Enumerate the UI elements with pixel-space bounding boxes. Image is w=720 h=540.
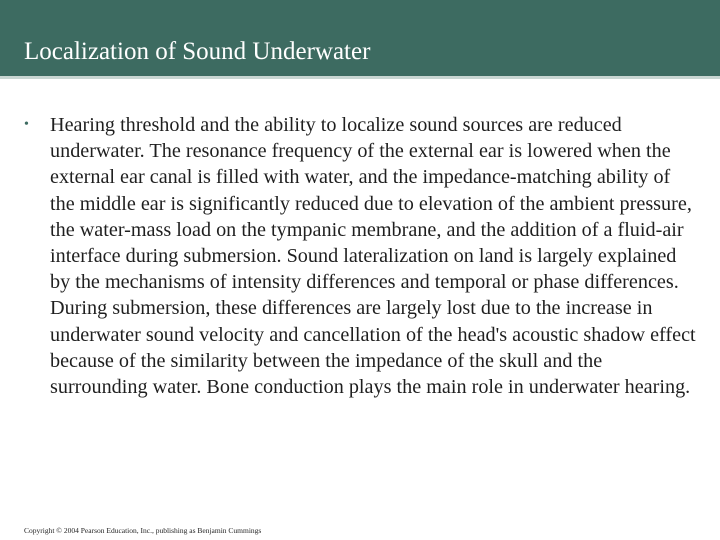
title-divider <box>0 76 720 79</box>
copyright-footer: Copyright © 2004 Pearson Education, Inc., publishing as Benjamin Cummings <box>24 526 262 535</box>
title-bar <box>0 0 720 76</box>
bullet-marker: • <box>24 117 29 132</box>
bullet-item <box>24 112 696 400</box>
bullet-text: Hearing threshold and the ability to localize sound sources are reduced underwater. The resonance frequency of the external ear is lowered when the external ear canal is filled with water, and the impedance-matching ability of the middle ear is significantly reduced due to elevation of the ambient pressure, the water-mass load on the tympanic membrane, and the addition of a fluid-air interface during submersion. Sound lateralization on land is largely explained by the mechanisms of intensity differences and temporal or phase differences. During submersion, these differences are largely lost due to the increase in underwater sound velocity and cancellation of the head's acoustic shadow effect because of the similarity between the impedance of the skull and the surrounding water. Bone conduction plays the main role in underwater hearing. <box>50 114 696 399</box>
slide-body <box>24 112 696 400</box>
slide-title: Localization of Sound Underwater <box>24 38 371 65</box>
